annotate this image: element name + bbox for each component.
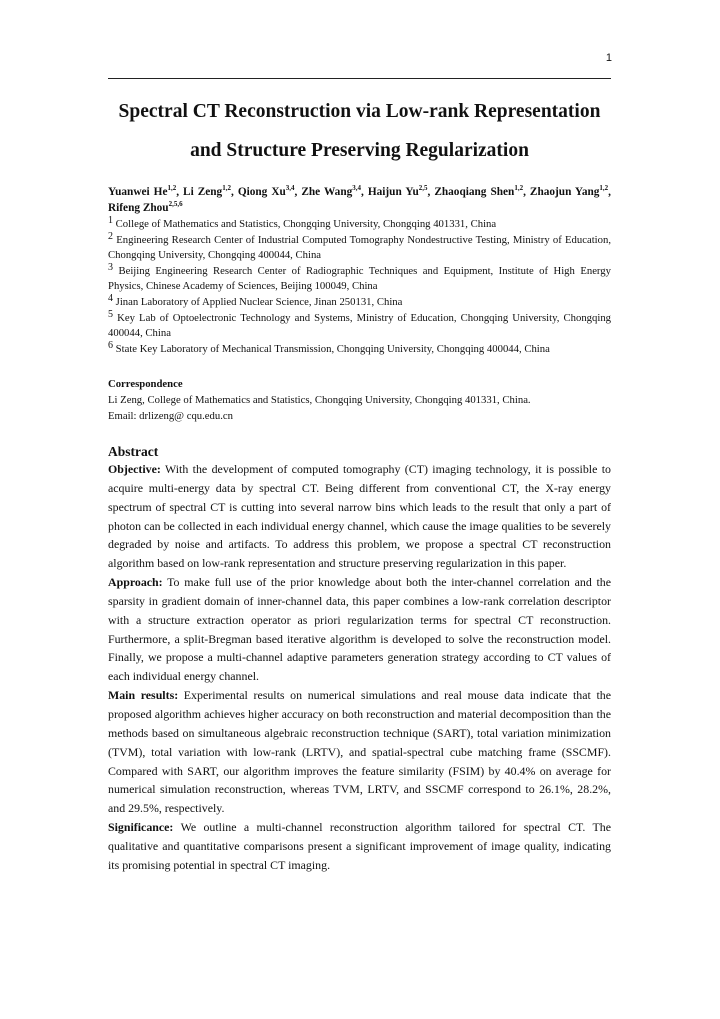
affiliation [108, 233, 611, 263]
author-name: Rifeng Zhou [108, 202, 169, 214]
abstract-section [108, 443, 611, 875]
author [434, 186, 530, 198]
abstract-objective [108, 460, 611, 573]
affiliation-number: 1 [108, 215, 113, 226]
significance-label: Significance: [108, 820, 174, 835]
approach-label: Approach: [108, 575, 163, 590]
author-affil-sup: 3,4 [352, 184, 361, 193]
main-results-label: Main results: [108, 688, 179, 703]
main-results-text: Experimental results on numerical simulations and real mouse data indicate that the proposed algorithm achieves higher accuracy on both reconstruction and material decomposition than the methods based on simultaneous algebraic reconstruction technique (SART), total variation minimization (TVM), total variation with low-rank (LRTV), and spatial-spectral cube matching frame (SSCMF). Compared with SART, our algorithm improves the feature similarity (FSIM) by 40.4% on average for numerical simulation reconstruction, whereas TVM, LRTV, and SSCMF correspond to 26.1%, 28.2%, and 29.5%, respectively. [108, 688, 611, 816]
abstract-approach [108, 573, 611, 686]
author-name: Haijun Yu [367, 186, 419, 198]
affiliation-text: College of Mathematics and Statistics, Chongqing University, Chongqing 401331, China [115, 218, 497, 230]
author [530, 186, 611, 198]
significance-text: We outline a multi-channel reconstruction algorithm tailored for spectral CT. The qualitative and quantitative comparisons present a significant improvement of image quality, indicating its promising potential in spectral CT imaging. [108, 820, 611, 872]
author-affil-sup: 1,2 [222, 184, 231, 193]
affiliation-number: 2 [108, 231, 113, 242]
author-name: Yuanwei He [108, 186, 168, 198]
author-name: Zhe Wang [301, 186, 353, 198]
affiliation-text: Beijing Engineering Research Center of Radiographic Techniques and Equipment, Institute of High Energy Physics, Chinese Academy of Sciences, Beijing 100049, China [108, 265, 611, 292]
title-line-2: and Structure Preserving Regularization [190, 140, 529, 161]
author-name: Zhaoqiang Shen [434, 186, 515, 198]
author-separator: , [608, 186, 611, 198]
affiliation [108, 342, 611, 357]
affiliation-text: Engineering Research Center of Industrial Computed Tomography Nondestructive Testing, Ministry of Education, Chongqing University, Chongqing 400044, China [108, 234, 612, 261]
paper-title [108, 92, 611, 170]
author-separator: , [523, 186, 530, 198]
affiliation [108, 295, 611, 310]
author-name: Li Zeng [183, 186, 223, 198]
correspondence-email: Email: drlizeng@ cqu.edu.cn [108, 410, 233, 422]
author-affil-sup: 2,5,6 [168, 200, 183, 209]
author-list [108, 184, 611, 216]
affiliation-number: 5 [108, 309, 113, 320]
page-number: 1 [605, 52, 612, 64]
author [108, 186, 183, 198]
affiliation-text: State Key Laboratory of Mechanical Transmission, Chongqing University, Chongqing 400044, China [115, 343, 550, 355]
abstract-significance [108, 818, 611, 875]
affiliation-list [108, 217, 611, 357]
abstract-heading: Abstract [108, 444, 159, 459]
correspondence-block [108, 376, 611, 424]
affiliation-text: Key Lab of Optoelectronic Technology and Systems, Ministry of Education, Chongqing University, Chongqing 400044, China [108, 312, 612, 339]
objective-text: With the development of computed tomography (CT) imaging technology, it is possible to acquire multi-energy data by spectral CT. Being different from conventional CT, the X-ray energy spectrum of spectral CT is cutting into several narrow bins which leads to the result that only a part of photon can be collected in each individual energy channel, which cause the image qualities to be severely degraded by noise and artifacts. To address this problem, we propose a spectral CT reconstruction algorithm based on low-rank representation and structure preserving regularization in this paper. [108, 462, 611, 571]
author [368, 186, 434, 198]
author-name: Zhaojun Yang [529, 186, 600, 198]
correspondence-heading: Correspondence [108, 378, 183, 390]
author-separator: , [427, 186, 435, 198]
author-affil-sup: 1,2 [514, 184, 524, 193]
author-separator: , [294, 186, 302, 198]
header-rule [108, 78, 611, 79]
title-line-1: Spectral CT Reconstruction via Low-rank Representation [118, 101, 601, 122]
affiliation [108, 264, 611, 294]
author-name: Qiong Xu [237, 186, 286, 198]
author-separator: , [230, 186, 238, 198]
affiliation [108, 311, 611, 341]
approach-text: To make full use of the prior knowledge about both the inter-channel correlation and the sparsity in gradient domain of inner-channel data, this paper combines a low-rank correlation descriptor with a structure extraction operator as priori regularization terms for spectral CT reconstruction. Furthermore, a split-Bregman based iterative algorithm is developed to solve the reconstruction model. Finally, we propose a multi-channel adaptive parameters generation strategy according to CT values of each individual energy channel. [108, 575, 611, 684]
correspondence-address: Li Zeng, College of Mathematics and Statistics, Chongqing University, Chongqing 401331, China. [108, 394, 531, 406]
author [238, 186, 302, 198]
author-affil-sup: 1,2 [599, 184, 609, 193]
affiliation-text: Jinan Laboratory of Applied Nuclear Science, Jinan 250131, China [115, 296, 403, 308]
author [301, 186, 367, 198]
affiliation [108, 217, 611, 232]
author-separator: , [361, 186, 368, 198]
abstract-main-results [108, 686, 611, 818]
affiliation-number: 4 [108, 293, 113, 304]
affiliation-number: 6 [108, 340, 113, 351]
objective-label: Objective: [108, 462, 161, 476]
affiliation-number: 3 [108, 262, 113, 273]
author-affil-sup: 2,5 [418, 184, 428, 193]
author-separator: , [176, 186, 184, 198]
author [108, 202, 183, 214]
author-affil-sup: 3,4 [285, 184, 295, 193]
author-affil-sup: 1,2 [167, 184, 177, 193]
author [183, 186, 238, 198]
